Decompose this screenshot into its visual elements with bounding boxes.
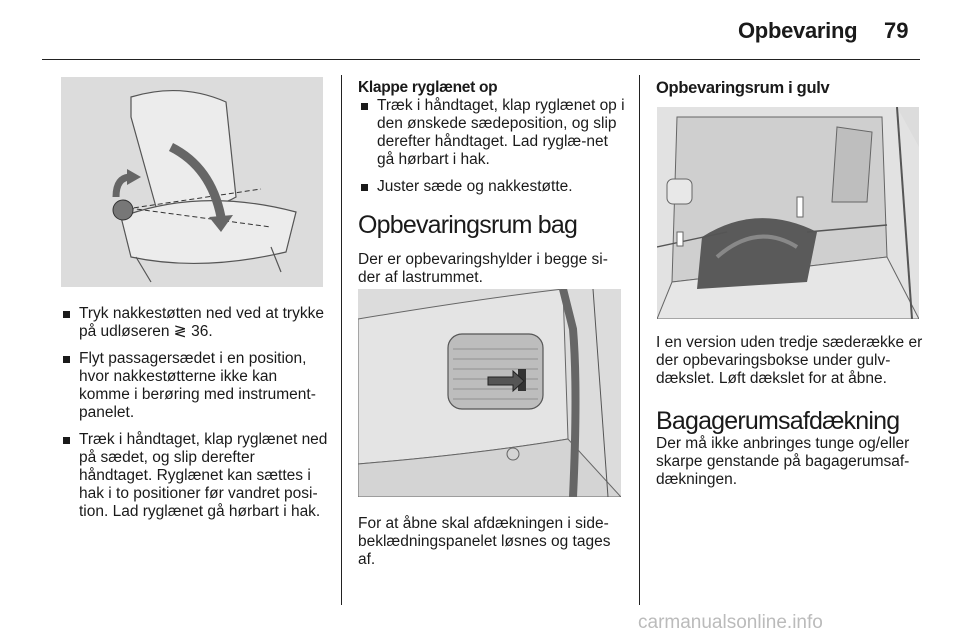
page-title: Opbevaring (738, 18, 858, 43)
watermark: carmanualsonline.info (638, 612, 823, 633)
subheading-fold-up: Klappe ryglænet op (358, 79, 498, 96)
list-item: Juster sæde og nakkestøtte. (358, 178, 628, 196)
list-item: Flyt passagersædet i en position, hvor nakkestøtterne ikke kan komme i berøring med instrument-panelet. (60, 350, 330, 422)
header-divider (42, 59, 920, 60)
section-title-rear-storage: Opbevaringsrum bag (358, 211, 578, 239)
page-number: 79 (884, 18, 909, 43)
seat-figure (61, 77, 323, 287)
floor-storage-figure (657, 107, 919, 319)
section-title-floor-storage: Opbevaringsrum i gulv (656, 79, 830, 97)
figure-caption-rear-storage: For at åbne skal afdækningen i side-beklædningspanelet løsnes og tages af. (358, 515, 611, 568)
seat-illustration (61, 77, 323, 287)
seat-fold-steps (60, 305, 330, 530)
section-text-floor-storage: I en version uden tredje sæderække er der opbevaringsbokse under gulv-dækslet. Løft dækslet for at åbne. (656, 334, 923, 387)
side-panel-illustration (358, 289, 621, 497)
list-item: Træk i håndtaget, klap ryglænet op i den ønskede sædeposition, og slip derefter håndtaget. Lad ryglæ-net gå hørbart i hak. (358, 97, 628, 169)
list-item: Tryk nakkestøtten ned ved at trykke på udløseren ≷ 36. (60, 305, 330, 341)
seat-unfold-steps (358, 97, 628, 205)
list-item: Træk i håndtaget, klap ryglænet ned på sædet, og slip derefter håndtaget. Ryglænet kan sættes i hak i to positioner før vandret posi-tion. Lad ryglænet gå hørbart i hak. (60, 431, 330, 521)
floor-storage-illustration (657, 107, 919, 319)
column-divider-1 (341, 75, 342, 605)
section-text-rear-storage: Der er opbevaringshylder i begge si-der af lastrummet. (358, 251, 608, 286)
section-title-load-cover: Bagagerumsafdækning (656, 407, 900, 435)
section-text-load-cover: Der må ikke anbringes tunge og/eller skarpe genstande på bagagerumsaf-dækningen. (656, 435, 910, 488)
side-panel-figure (358, 289, 621, 497)
column-divider-2 (639, 75, 640, 605)
